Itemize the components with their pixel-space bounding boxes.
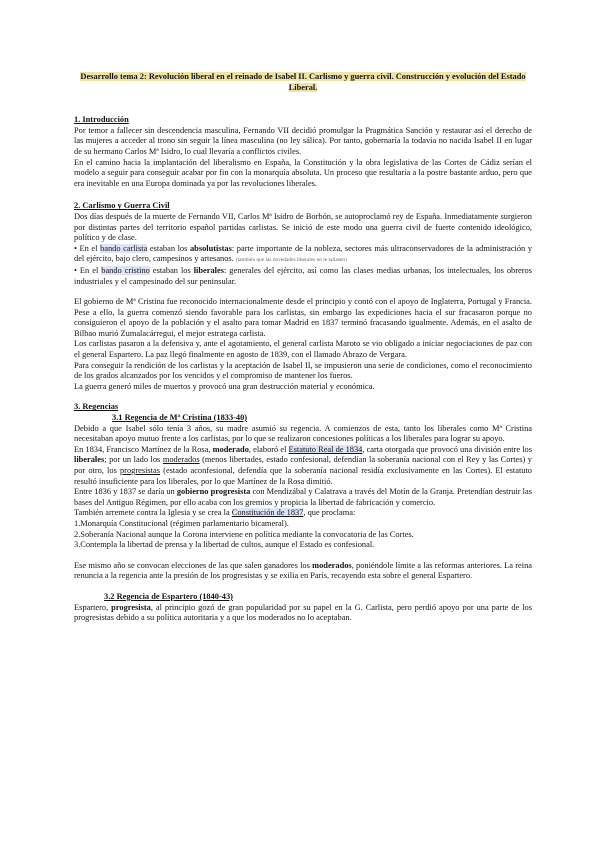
paragraph: Los carlistas pasaron a la defensiva y, ante el agotamiento, el general carlista Maroto se vio obligado a iniciar negociaciones de paz con el general Espartero. La paz llegó finalmente en agosto de 1839, con el llamado Abrazo de Vergara.	[74, 339, 532, 360]
subsection-heading-espartero: 3.2 Regencia de Espartero (1840-43)	[104, 591, 233, 601]
highlight: Estatuto Real de 1834	[288, 444, 363, 454]
list-item: 2.Soberanía Nacional aunque la Corona interviene en política mediante la convocatoria de las Cortes.	[74, 529, 414, 539]
subsection-heading-maria-cristina: 3.1 Regencia de Mª Cristina (1833-40)	[112, 413, 248, 423]
paragraph-espartero: Espartero, progresista, al principio gozó de gran popularidad por su papel en la G. Carlista, pero perdió apoyo por una parte de los progresistas debido a su política autoritaria y a que los moderados no lo aceptaban.	[74, 602, 532, 623]
document-title: Desarrollo tema 2: Revolución liberal en el reinado de Isabel II. Carlismo y guerra civil. Construcción y evolución del Estado Liberal.	[80, 72, 526, 92]
paragraph: Dos días después de la muerte de Fernando VII, Carlos Mª Isidro de Borbón, se autoproclamó rey de España. Inmediatamente surgieron por distintas partes del territorio español partidas carlistas. Se inició de este modo una guerra civil de fuerte contenido ideológico, político y de clase.	[74, 211, 532, 243]
highlight: Constitución de 1837	[231, 508, 304, 518]
side-note: (también que las novedades liberales no le tallasen)	[235, 257, 347, 264]
paragraph: Por temor a fallecer sin descendencia masculina, Fernando VII decidió promulgar la Pragmática Sanción y restaurar así el derecho de las mujeres a acceder al trono sin seguir la línea masculina (no ley sálica). Por tanto, gobernaría la todavía no nacida Isabel II en lugar de su hermano Carlos Mª Isidro, lo cual llevaría a conflictos civiles.	[74, 125, 532, 156]
paragraph-elecciones: Ese mismo año se convocan elecciones de las que salen ganadores los moderados, poniéndole límite a las reformas anteriores. La reina renuncia a la regencia ante la presión de los progresistas y se exilia en París, recayendo esta sobre el general Espartero.	[74, 560, 532, 581]
paragraph: Debido a que Isabel sólo tenía 3 años, su madre asumió su regencia. A comienzos de esta, tanto los liberales como Mª Cristina necesitaban apoyo mutuo frente a los carlistas, por lo que se realizaron concesiones políticas a los liberales para lograr su apoyo.	[74, 423, 532, 444]
paragraph-estatuto: En 1834, Francisco Martínez de la Rosa, moderado, elaboró el Estatuto Real de 1834, carta otorgada que provocó una división entre los liberales; por un lado los moderados (menos libertades, estado confesional, defendían la soberanía nacional con el Rey y las Cortes) y por otro, los progresistas (estado aconfesional, defendía que la soberanía nacional residía exclusivamente en las Cortes). El estatuto resultó insuficiente para los liberales, por lo que Martínez de la Rosa dimitió.	[74, 444, 532, 486]
bullet-carlista: • En el bando carlista estaban los absolutistas: parte importante de la nobleza, sectores más ultraconservadores de la administración y del ejército, bajo clero, campesinos y artesanos. (también que las novedades liberales no le tallasen)	[74, 243, 533, 264]
paragraph: Para conseguir la rendición de los carlistas y la aceptación de Isabel II, se impusieron una serie de condiciones, como el reconocimiento de los grados alcanzados por los vencidos y el compromiso de mantener los fueros.	[74, 360, 532, 381]
paragraph-constitucion: También arremete contra la Iglesia y se crea la Constitución de 1837, que proclama:	[74, 508, 356, 518]
document-page	[74, 72, 532, 624]
section-heading-introduccion: 1. Introducción	[74, 115, 129, 125]
highlight: bando carlista	[100, 243, 148, 253]
bullet-cristino: • En el bando cristino estaban los liberales: generales del ejército, así como las clases medias urbanas, los intelectuales, los obreros industriales y el campesinado del sur peninsular.	[74, 265, 532, 286]
section-heading-carlismo: 2. Carlismo y Guerra Civil	[74, 201, 170, 211]
list-item: 3.Contempla la libertad de prensa y la libertad de cultos, aunque el Estado es confesional.	[74, 540, 375, 550]
paragraph: En el camino hacia la implantación del liberalismo en España, la Constitución y la obra legislativa de las Cortes de Cádiz serían el modelo a seguir para conseguir acabar por fin con la monarquía absoluta. Un proceso que resultaría a la postre bastante arduo, pero que era inevitable en una Europa dominada ya por las revoluciones liberales.	[74, 157, 532, 188]
section-heading-regencias: 3. Regencias	[74, 402, 119, 412]
list-item: 1.Monarquía Constitucional (régimen parlamentario bicameral).	[74, 518, 289, 528]
paragraph: El gobierno de Mª Cristina fue reconocido internacionalmente desde el principio y contó con el apoyo de Inglaterra, Portugal y Francia. Pese a ello, la guerra comenzó siendo favorable para los carlistas, sin embargo las expediciones hacia el sur fracasaron porque no consiguieron el apoyo de la población y el asalto para tomar Madrid en 1837 terminó fracasando igualmente. Además, en el asalto de Bilbao murió Zumalacárregui, el mejor estratega carlista.	[74, 297, 532, 338]
paragraph: La guerra generó miles de muertos y provocó una gran destrucción material y económica.	[74, 381, 375, 391]
paragraph-gobierno-progresista: Entre 1836 y 1837 se daría un gobierno progresista con Mendizábal y Calatrava a través del Motín de la Granja. Pretendían destruir las bases del Antiguo Régimen, por ello acaba con los gremios y propicia la libertad de fabricación y comercio.	[74, 487, 532, 507]
highlight: bando cristino	[101, 265, 150, 275]
